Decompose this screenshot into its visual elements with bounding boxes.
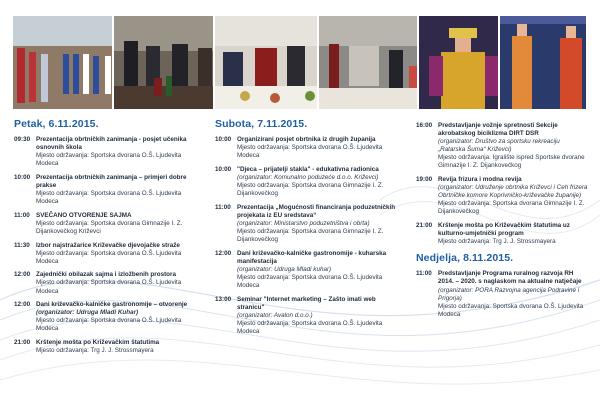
- event-title: Dani križevačko-kalničke gastronomije - kuharska manifestacija: [237, 249, 387, 265]
- event-organizer: (organizator: Društvo za sportsku rekreaciju „Ratarska Šuma“ Križevci): [438, 138, 560, 154]
- event-organizer: (organizator: PORA Razvojna agencija Podravine i Prigorja): [438, 286, 580, 302]
- event-time: 11:00: [14, 211, 30, 219]
- event-time: 10:00: [215, 136, 232, 143]
- event-item: [416, 222, 588, 246]
- event-time: 10:00: [14, 173, 31, 181]
- event-place: Mjesto održavanja: Sportska dvorana O.Š. Ljudevita Modeca: [36, 190, 182, 206]
- event-place: Mjesto održavanja: Sportska dvorana O.Š. Ljudevita Modeca: [36, 279, 182, 295]
- event-item: [14, 174, 196, 206]
- day-heading: Subota, 7.11.2015.: [215, 118, 308, 130]
- event-title: Seminar "Internet marketing – Zašto imati web stranicu": [237, 295, 376, 311]
- event-title: Krštenje mošta po Križevačkim štatutima uz kulturno-umjetnički program: [438, 222, 570, 238]
- event-item: [215, 296, 400, 336]
- event-time: 10:00: [215, 165, 232, 173]
- event-place: Mjesto održavanja: Sportska dvorana Gimnazije I. Z. Dijankovečkog: [237, 181, 384, 198]
- event-title: Prezentacija obrtničkih zanimanja – primjeri dobre prakse: [36, 173, 187, 189]
- event-title: Revija frizura i modna revija: [438, 176, 522, 184]
- event-organizer: (organizator: Udruga Mladi Kuhar): [36, 309, 139, 317]
- event-title-text: Dani križevačko-kalničke gastronomije – otvorenje: [36, 301, 188, 309]
- event-organizer: (organizator: Udruga Mladi kuhar): [237, 265, 332, 273]
- event-item: [215, 166, 400, 198]
- event-place: Mjesto održavanja: Sportska dvorana O.Š. Ljudevita Modeca: [237, 273, 383, 289]
- event-item: [416, 122, 588, 171]
- majorettes-photo: [13, 16, 112, 109]
- event-time: 11:30: [14, 241, 30, 249]
- event-place: Mjesto održavanja: Sportska dvorana Gimnazije I. Z. Dijankovečkog Križevci: [36, 219, 183, 235]
- event-place: Mjesto održavanja: Sportska dvorana O.Š. Ljudevita Modeca: [237, 319, 383, 335]
- event-item: [14, 136, 196, 168]
- event-title: Predstavljanje Programa ruralnog razvoja RH 2014. – 2020. s naglaskom na aktualne natječaje: [438, 270, 582, 286]
- event-item: [14, 212, 196, 236]
- exhibition-photo: [319, 16, 416, 109]
- event-place: Mjesto održavanja: Trg J. J. Strossmayera: [36, 347, 154, 355]
- event-time: 12:00: [14, 301, 31, 309]
- column-saturday-sunday: [416, 122, 588, 324]
- event-time: 11:00: [215, 203, 231, 211]
- event-item: [215, 250, 400, 290]
- day-heading: Nedjelja, 8.11.2015.: [416, 252, 514, 265]
- event-item: [14, 271, 196, 295]
- column-saturday: [215, 118, 400, 342]
- event-title: Zajednički obilazak sajma i izložbenih prostora: [36, 271, 176, 279]
- event-time: 12:00: [215, 249, 232, 257]
- costume-photo: [419, 16, 498, 109]
- event-title: [36, 301, 196, 317]
- event-item: [14, 339, 196, 355]
- event-place: Mjesto održavanja: Sportska dvorana O.Š. Ljudevita Modeca: [237, 144, 383, 160]
- fashion-show-photo: [500, 16, 586, 109]
- event-place: Mjesto održavanja: Sportska dvorana Gimnazije I. Z. Dijankovečkog: [438, 200, 585, 216]
- column-friday: [14, 118, 196, 361]
- event-time: 09:30: [14, 136, 31, 143]
- event-time: 13:00: [215, 295, 232, 303]
- event-item: [416, 270, 588, 319]
- day-heading: Petak, 6.11.2015.: [14, 118, 99, 130]
- event-place: Mjesto održavanja: Sportska dvorana O.Š. Ljudevita Modeca: [36, 317, 182, 333]
- event-item: [416, 176, 588, 216]
- event-title: Izbor najstražarice Križevačke djevojačke straže: [36, 241, 180, 249]
- event-time: 21:00: [14, 338, 31, 346]
- event-title: SVEČANO OTVORENJE SAJMA: [36, 211, 132, 219]
- event-time: 12:00: [14, 271, 31, 279]
- event-item: [14, 242, 196, 266]
- event-title: Krštenje mošta po Križevačkim štatutima: [36, 338, 160, 346]
- market-stall-photo: [215, 16, 317, 109]
- event-time: 21:00: [416, 222, 433, 230]
- event-organizer: (organizator: Komunalno poduzeće d.o.o. Križevci): [237, 173, 379, 181]
- event-place: Mjesto održavanja: Igralište ispred Sportske dvorane Gimnazije I. Z. Dijankovečkog: [438, 154, 585, 170]
- event-title: Prezentacija „Mogućnosti financiranja poduzetničkih projekata iz EU sredstava“: [237, 203, 396, 219]
- event-place: Mjesto održavanja: Sportska dvorana O.Š. Ljudevita Modeca: [36, 152, 182, 168]
- ceremony-photo: [114, 16, 213, 109]
- event-organizer: (organizator: Ministarstvo poduzetništva i obrta): [237, 219, 370, 227]
- event-organizer: (organizator: Udruženje obrtnika Križevci i Ceh frizera Obrtničke komore Koprivničko-križevačke županije): [438, 184, 588, 200]
- event-time: 16:00: [416, 122, 433, 129]
- event-item: [14, 301, 196, 333]
- event-title: Organizirani posjet obrtnika iz drugih županija: [237, 136, 376, 143]
- event-item: [215, 136, 400, 160]
- event-item: [215, 204, 400, 244]
- event-time: 19:00: [416, 176, 433, 184]
- event-organizer: (organizator: Avalon d.o.o.): [237, 311, 313, 319]
- event-place: Mjesto održavanja: Trg J. J. Strossmayera: [438, 238, 556, 246]
- event-place: Mjesto održavanja: Sportska dvorana Gimnazije I. Z. Dijankovečkog: [237, 227, 384, 244]
- event-place: Mjesto održavanja: Sportska dvorana O.Š. Ljudevita Modeca: [36, 249, 182, 265]
- event-time: 11:00: [416, 270, 432, 278]
- event-title: "Djeca – prijatelji stakla" - edukativna radionica: [237, 165, 379, 173]
- event-title: Predstavljanje vožnje spretnosti Sekcije akrobatskog biciklizma DIRT DSR: [438, 122, 558, 138]
- event-place: Mjesto održavanja: Sportska dvorana O.Š. Ljudevita Modeca: [438, 302, 584, 318]
- event-title: Prezentacija obrtničkih zanimanja - posjet učenika osnovnih škola: [36, 136, 187, 152]
- photo-strip: [13, 16, 586, 109]
